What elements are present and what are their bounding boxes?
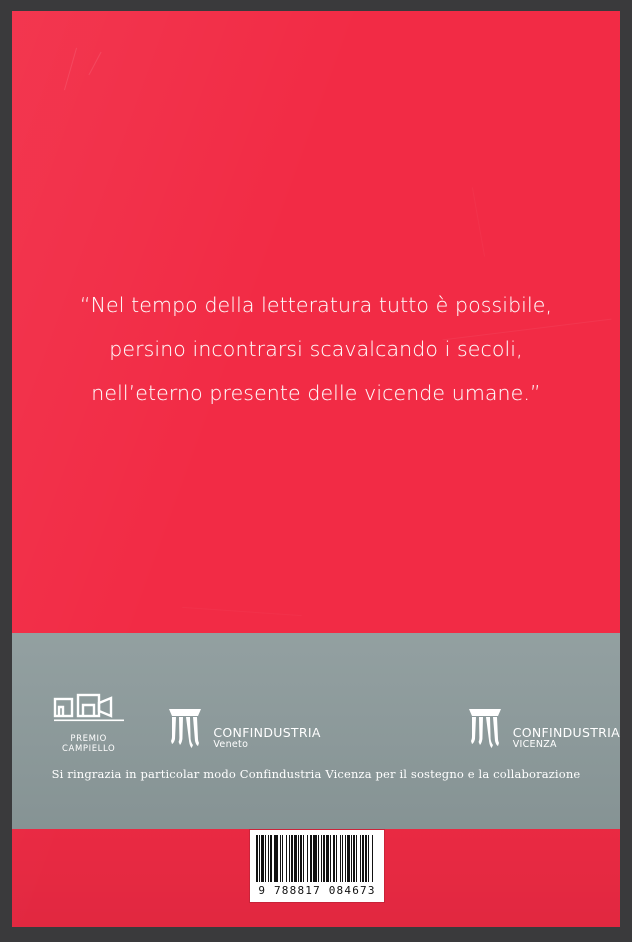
- cover-quote: [12, 283, 620, 415]
- logo-premio-campiello: [36, 691, 141, 754]
- logo-premio-campiello-text: [62, 734, 115, 754]
- logo-confindustria-veneto-text: [213, 726, 320, 755]
- vicenza-line-1: CONFINDUSTRIA: [512, 724, 620, 740]
- campiello-line-2: CAMPIELLO: [62, 744, 116, 755]
- scan-crease: [64, 48, 77, 91]
- quote-line-1: “Nel tempo della letteratura tutto è possibile,: [79, 293, 553, 317]
- sponsor-logos: [12, 691, 620, 754]
- confindustria-mark-icon: [165, 703, 205, 754]
- confindustria-mark-icon: [465, 703, 505, 754]
- vicenza-line-2: VICENZA: [512, 738, 557, 750]
- scan-crease: [472, 187, 485, 256]
- veneto-line-2: Veneto: [213, 738, 249, 750]
- scan-crease: [88, 52, 101, 75]
- book-back-cover: [12, 11, 620, 927]
- scan-crease: [182, 607, 302, 616]
- quote-line-3: nell’eterno presente delle vicende umane.”: [91, 381, 541, 405]
- quote-line-2: persino incontrarsi scavalcando i secoli,: [109, 337, 523, 361]
- barcode: [250, 830, 384, 902]
- campiello-line-1: PREMIO: [70, 734, 107, 744]
- barcode-bars: [256, 835, 378, 882]
- barcode-digits: 9 788817 084673: [258, 884, 376, 897]
- campiello-mark-icon: [53, 691, 125, 730]
- logo-confindustria-vicenza-text: [513, 726, 620, 755]
- scan-edge: [0, 931, 632, 942]
- logo-confindustria-veneto: [165, 703, 320, 754]
- acknowledgement-text: Si ringrazia in particolar modo Confindustria Vicenza per il sostegno e la collaborazione: [51, 767, 581, 781]
- veneto-line-1: CONFINDUSTRIA: [213, 724, 321, 740]
- sponsor-band: [12, 633, 620, 829]
- logo-confindustria-vicenza: [465, 703, 620, 754]
